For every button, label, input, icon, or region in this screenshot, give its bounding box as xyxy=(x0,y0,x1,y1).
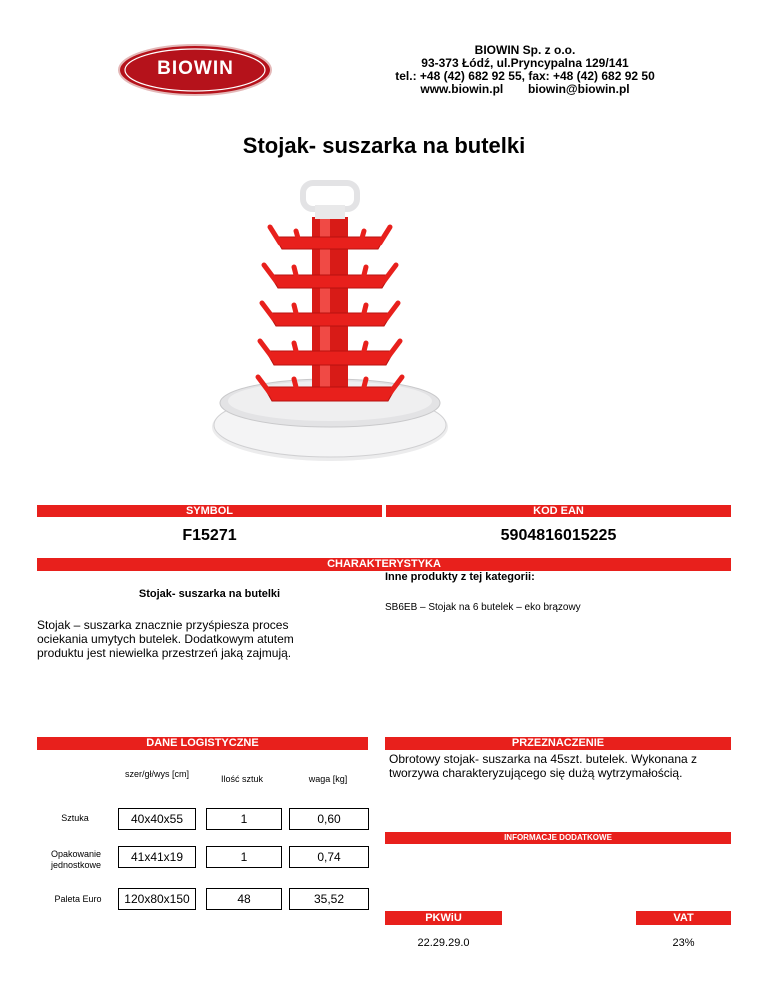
vat-value: 23% xyxy=(672,937,695,949)
row-weight: 0,74 xyxy=(289,846,369,868)
company-email[interactable]: biowin@biowin.pl xyxy=(527,82,630,96)
row-name: Paleta Euro xyxy=(54,894,102,904)
company-web-email xyxy=(380,83,670,96)
biowin-logo xyxy=(118,44,273,96)
characteristics-product-name: Stojak- suszarka na butelki xyxy=(138,588,281,600)
company-phone: tel.: +48 (42) 682 92 55, fax: +48 (42) 682 92 50 xyxy=(395,69,655,83)
other-product-item[interactable]: SB6EB – Stojak na 6 butelek – eko brązowy xyxy=(385,602,581,613)
additional-info-header: INFORMACJE DODATKOWE xyxy=(385,832,731,844)
row-name: Opakowanie jednostkowe xyxy=(50,849,102,870)
pkwiu-value: 22.29.29.0 xyxy=(417,937,470,949)
company-address: 93-373 Łódź, ul.Pryncypalna 129/141 xyxy=(421,56,629,70)
row-qty: 48 xyxy=(206,888,282,910)
purpose-text: Obrotowy stojak- suszarka na 45szt. butelek. Wykonana z tworzywa charakteryzującego się dużą wytrzymałością. xyxy=(389,752,698,780)
row-name: Sztuka xyxy=(61,813,89,823)
pkwiu-header: PKWiU xyxy=(385,911,502,925)
col-weight-header: waga [kg] xyxy=(308,774,348,784)
ean-value: 5904816015225 xyxy=(500,527,617,544)
row-qty: 1 xyxy=(206,808,282,830)
purpose-header: PRZEZNACZENIE xyxy=(385,737,731,750)
row-weight: 35,52 xyxy=(289,888,369,910)
other-products-label: Inne produkty z tej kategorii: xyxy=(385,571,535,583)
col-qty-header: Ilość sztuk xyxy=(220,774,263,784)
row-qty: 1 xyxy=(206,846,282,868)
characteristics-header: CHARAKTERYSTYKA xyxy=(37,558,731,571)
row-weight: 0,60 xyxy=(289,808,369,830)
company-website[interactable]: www.biowin.pl xyxy=(420,82,504,96)
row-dims: 41x41x19 xyxy=(118,846,196,868)
product-image xyxy=(200,175,460,475)
bottle-tree-icon xyxy=(200,175,460,475)
col-dims-header: szer/gł/wys [cm] xyxy=(124,769,189,779)
vat-header: VAT xyxy=(636,911,731,925)
logistics-header: DANE LOGISTYCZNE xyxy=(37,737,368,750)
company-info xyxy=(380,44,670,96)
row-dims: 120x80x150 xyxy=(118,888,196,910)
ean-header: KOD EAN xyxy=(386,505,731,517)
row-dims: 40x40x55 xyxy=(118,808,196,830)
symbol-header: SYMBOL xyxy=(37,505,382,517)
symbol-value: F15271 xyxy=(182,527,237,544)
page-title: Stojak- suszarka na butelki xyxy=(242,133,526,158)
logo-text: BIOWIN xyxy=(157,58,234,79)
characteristics-description: Stojak – suszarka znacznie przyśpiesza proces ociekania umytych butelek. Dodatkowym atutem produktu jest niewielka przestrzeń jaką zajmują. xyxy=(37,618,294,660)
company-name: BIOWIN Sp. z o.o. xyxy=(474,43,576,57)
